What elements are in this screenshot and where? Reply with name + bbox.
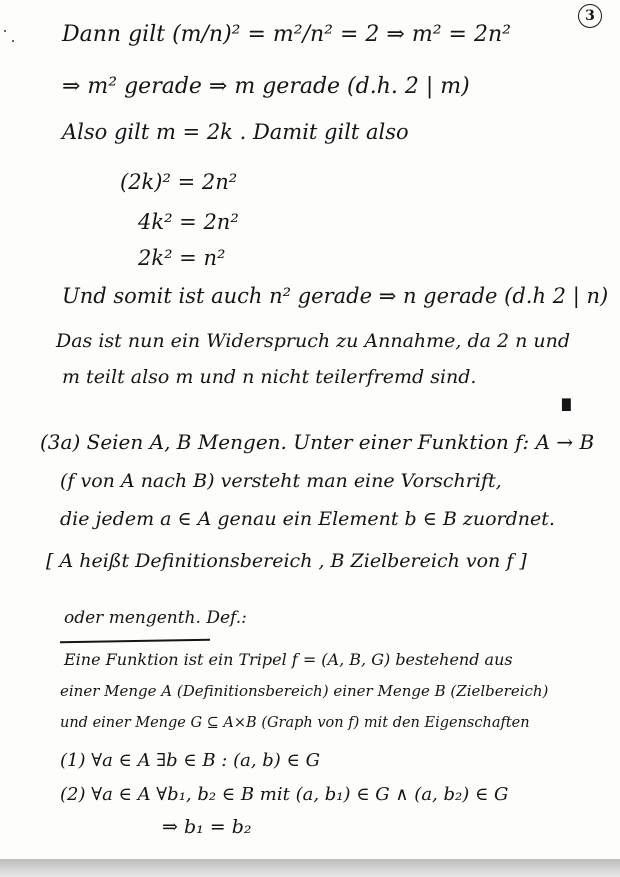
line-5: 4k² = 2n² [138, 210, 239, 234]
section-underline [60, 639, 210, 644]
line-12: die jedem a ∈ A genau ein Element b ∈ B zuordnet. [60, 508, 555, 530]
line-18: (1) ∀a ∈ A ∃b ∈ B : (a, b) ∈ G [60, 750, 320, 771]
scan-bottom-edge [0, 859, 620, 877]
line-6: 2k² = n² [138, 246, 226, 270]
line-13: [ A heißt Definitionsbereich , B Zielbereich von f ] [46, 550, 527, 572]
line-7: Und somit ist auch n² gerade ⇒ n gerade (d.h 2 | n) [62, 284, 609, 308]
line-4: (2k)² = 2n² [120, 170, 238, 194]
line-2: ⇒ m² gerade ⇒ m gerade (d.h. 2 | m) [62, 74, 470, 99]
line-3: Also gilt m = 2k . Damit gilt also [62, 120, 409, 144]
line-20: ⇒ b₁ = b₂ [162, 816, 252, 838]
scan-speck [4, 30, 6, 32]
line-17: und einer Menge G ⊆ A×B (Graph von f) mit den Eigenschaften [60, 715, 530, 731]
line-1: Dann gilt (m/n)² = m²/n² = 2 ⇒ m² = 2n² [62, 22, 511, 47]
line-16: einer Menge A (Definitionsbereich) einer Menge B (Zielbereich) [60, 682, 549, 700]
page-number: 3 [578, 4, 602, 28]
qed-symbol: ∎ [558, 388, 575, 418]
line-15: Eine Funktion ist ein Tripel f = (A, B, G) bestehend aus [64, 650, 513, 669]
line-10: (3a) Seien A, B Mengen. Unter einer Funktion f: A → B [40, 430, 595, 454]
scan-speck [12, 40, 14, 42]
line-14: oder mengenth. Def.: [64, 608, 247, 628]
line-8: Das ist nun ein Widerspruch zu Annahme, da 2 n und [56, 330, 571, 352]
line-19: (2) ∀a ∈ A ∀b₁, b₂ ∈ B mit (a, b₁) ∈ G ∧ (a, b₂) ∈ G [60, 784, 509, 805]
line-11: (f von A nach B) versteht man eine Vorschrift, [60, 470, 502, 492]
line-9: m teilt also m und n nicht teilerfremd sind. [62, 366, 477, 388]
